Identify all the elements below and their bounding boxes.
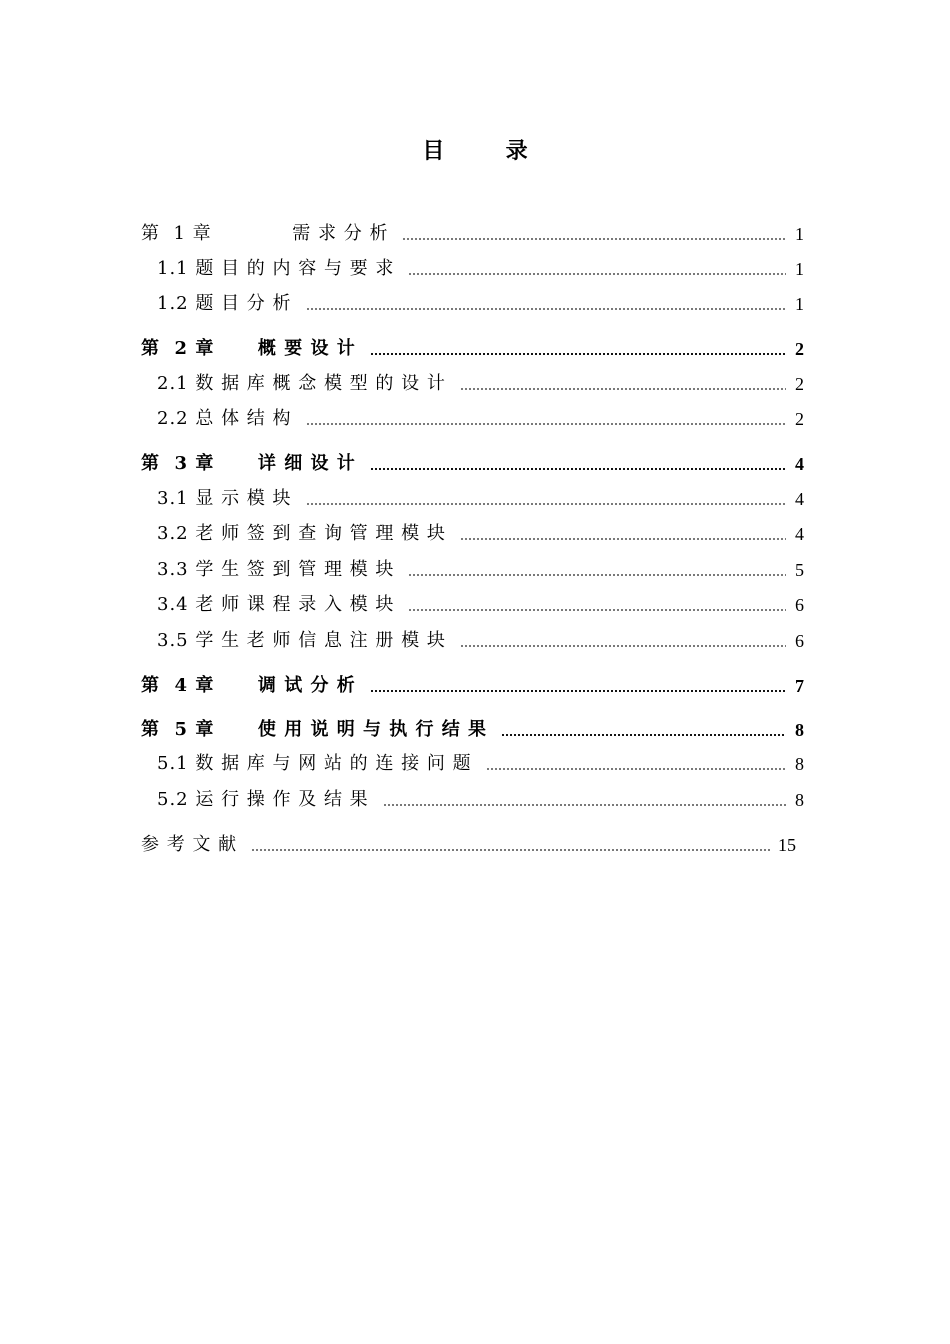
toc-entry-page: 1 xyxy=(795,224,804,244)
toc-entry-label: 3.3 学 生 签 到 管 理 模 块 xyxy=(157,559,395,580)
dot-leader xyxy=(402,238,786,240)
toc-entry-label: 3.2 老 师 签 到 查 询 管 理 模 块 xyxy=(157,523,446,544)
toc-entry-page: 4 xyxy=(795,524,804,544)
toc-entry-label: 第 5 章 使 用 说 明 与 执 行 结 果 xyxy=(141,719,488,740)
dot-leader xyxy=(306,503,786,505)
toc-entry-chapter-3[interactable] xyxy=(141,452,804,476)
toc-entry-label: 3.5 学 生 老 师 信 息 注 册 模 块 xyxy=(157,630,446,651)
toc-entry-5-1[interactable] xyxy=(157,752,804,776)
toc-entry-label: 第 2 章 概 要 设 计 xyxy=(141,338,356,359)
toc-entry-chapter-4[interactable] xyxy=(141,674,804,698)
toc-entry-3-2[interactable] xyxy=(157,522,804,546)
toc-entry-1-2[interactable] xyxy=(157,292,804,316)
toc-entry-2-1[interactable] xyxy=(157,372,804,396)
toc-entry-label: 3.4 老 师 课 程 录 入 模 块 xyxy=(157,594,395,615)
toc-entry-page: 4 xyxy=(795,489,804,509)
toc-entry-label: 1.2 题 目 分 析 xyxy=(157,293,292,314)
toc-entry-chapter-5[interactable] xyxy=(141,718,804,742)
dot-leader xyxy=(306,308,786,310)
toc-entry-3-5[interactable] xyxy=(157,629,804,653)
toc-entry-page: 1 xyxy=(795,294,804,314)
toc-entry-label: 5.1 数 据 库 与 网 站 的 连 接 问 题 xyxy=(157,753,472,774)
toc-entry-page: 6 xyxy=(795,595,804,615)
toc-entry-label: 2.1 数 据 库 概 念 模 型 的 设 计 xyxy=(157,373,446,394)
toc-entry-label: 第 3 章 详 细 设 计 xyxy=(141,453,356,474)
toc-entry-label: 5.2 运 行 操 作 及 结 果 xyxy=(157,789,369,810)
toc-entry-label: 1.1 题 目 的 内 容 与 要 求 xyxy=(157,258,395,279)
toc-entry-page: 15 xyxy=(778,835,796,855)
dot-leader xyxy=(306,423,786,425)
dot-leader xyxy=(251,849,770,851)
toc-entry-references[interactable] xyxy=(141,833,796,857)
toc-entry-page: 2 xyxy=(795,339,804,359)
toc-entry-chapter-1[interactable] xyxy=(141,222,804,246)
toc-entry-3-1[interactable] xyxy=(157,487,804,511)
toc-entry-label: 第 4 章 调 试 分 析 xyxy=(141,675,356,696)
toc-entry-label: 参 考 文 献 xyxy=(141,834,238,855)
dot-leader xyxy=(460,538,786,540)
toc-entry-5-2[interactable] xyxy=(157,788,804,812)
toc-entry-3-3[interactable] xyxy=(157,558,804,582)
dot-leader xyxy=(383,804,786,806)
toc-entry-page: 2 xyxy=(795,374,804,394)
dot-leader xyxy=(408,609,786,611)
dot-leader xyxy=(408,574,786,576)
toc-entry-label: 2.2 总 体 结 构 xyxy=(157,408,292,429)
toc-entry-page: 8 xyxy=(795,720,804,740)
toc-title: 目 录 xyxy=(422,138,528,164)
dot-leader xyxy=(460,645,786,647)
dot-leader xyxy=(370,353,786,355)
toc-entry-page: 6 xyxy=(795,631,804,651)
toc-entry-page: 5 xyxy=(795,560,804,580)
toc-entry-page: 8 xyxy=(795,790,804,810)
toc-entry-page: 7 xyxy=(795,676,804,696)
toc-entry-page: 4 xyxy=(795,454,804,474)
dot-leader xyxy=(370,690,786,692)
dot-leader xyxy=(408,273,786,275)
toc-entry-page: 1 xyxy=(795,259,804,279)
toc-entry-chapter-2[interactable] xyxy=(141,337,804,361)
toc-entry-2-2[interactable] xyxy=(157,407,804,431)
toc-entry-page: 2 xyxy=(795,409,804,429)
toc-entry-page: 8 xyxy=(795,754,804,774)
dot-leader xyxy=(370,468,786,470)
toc-entry-1-1[interactable] xyxy=(157,257,804,281)
dot-leader xyxy=(460,388,786,390)
dot-leader xyxy=(501,734,786,736)
toc-entry-label: 第 1 章 需 求 分 析 xyxy=(141,223,389,244)
dot-leader xyxy=(486,768,786,770)
toc-entry-label: 3.1 显 示 模 块 xyxy=(157,488,292,509)
toc-entry-3-4[interactable] xyxy=(157,593,804,617)
